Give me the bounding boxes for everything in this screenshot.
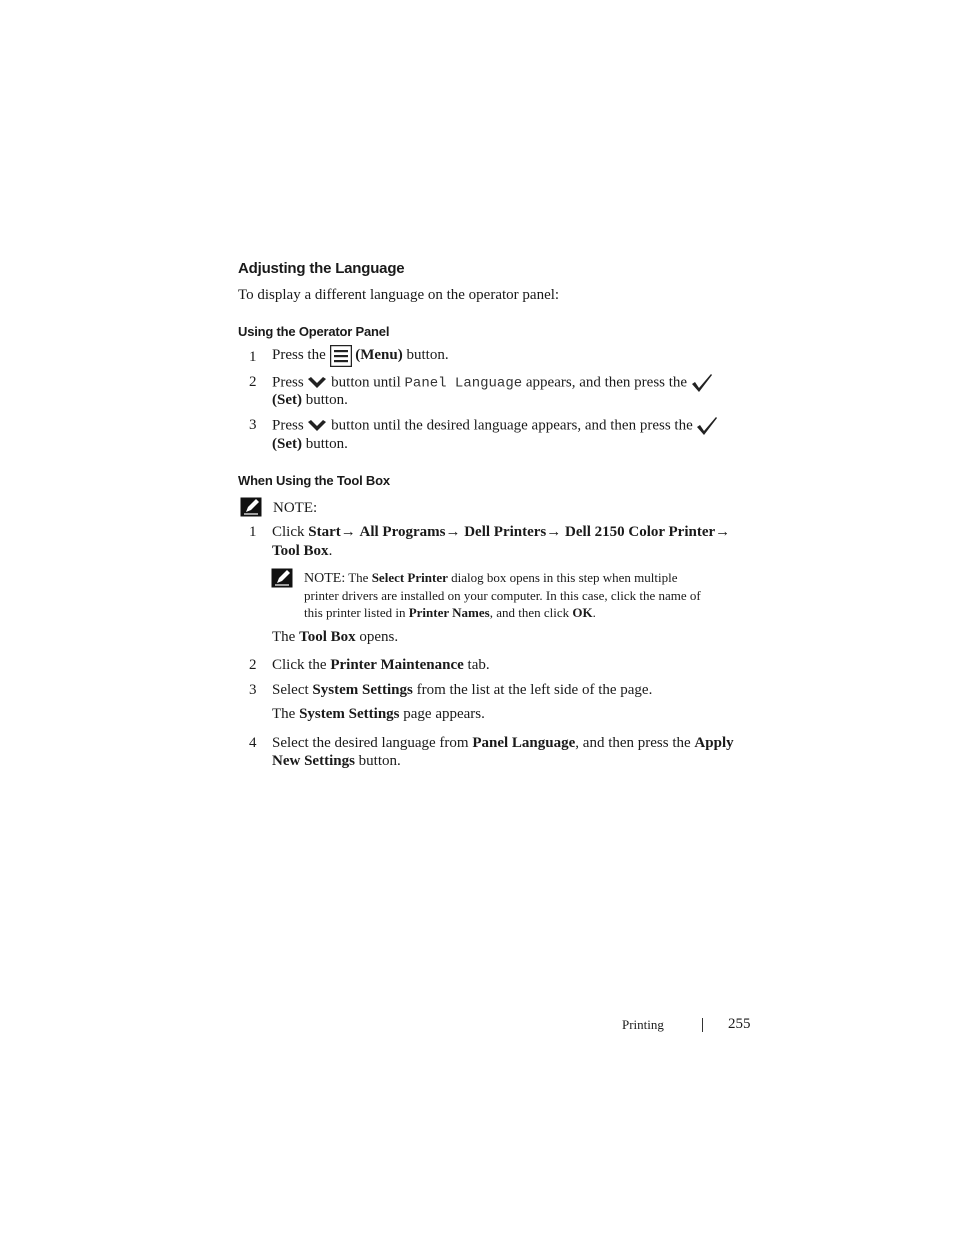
checkmark-icon bbox=[691, 373, 713, 393]
step-2-line-2: (Set) button. bbox=[272, 392, 348, 408]
note-icon bbox=[240, 497, 262, 517]
step-number: 2 bbox=[249, 657, 257, 673]
step-3-line-1: Press button until the desired language appears, and then press the bbox=[272, 416, 718, 436]
inner-note-line-2: printer drivers are installed on your computer. In this case, click the name of bbox=[304, 588, 701, 603]
step-number: 4 bbox=[249, 735, 257, 751]
tool-box-step-3: Select System Settings from the list at the left side of the page. bbox=[272, 682, 653, 698]
chevron-down-icon bbox=[307, 419, 327, 433]
menu-icon bbox=[330, 345, 352, 367]
chevron-down-icon bbox=[307, 376, 327, 390]
tool-box-heading: When Using the Tool Box bbox=[238, 473, 390, 488]
step-number: 3 bbox=[249, 417, 257, 433]
tool-box-step-1-line-1: Click Start→ All Programs→ Dell Printers→ Dell 2150 Color Printer→ bbox=[272, 524, 731, 540]
section-title: Adjusting the Language bbox=[238, 260, 405, 277]
step-number: 3 bbox=[249, 682, 257, 698]
page-number: 255 bbox=[728, 1016, 751, 1032]
operator-panel-heading: Using the Operator Panel bbox=[238, 324, 390, 339]
step-2-line-1: Press button until Panel Language appears, and then press the bbox=[272, 373, 713, 393]
tool-box-step-2: Click the Printer Maintenance tab. bbox=[272, 657, 490, 673]
step-number: 1 bbox=[249, 349, 257, 365]
inner-note-line-1: NOTE: The Select Printer dialog box opens in this step when multiple bbox=[304, 570, 678, 586]
inner-note-line-3: this printer listed in Printer Names, and then click OK. bbox=[304, 605, 596, 620]
tool-box-step-1-line-2: Tool Box. bbox=[272, 543, 333, 559]
step-3-line-2: (Set) button. bbox=[272, 436, 348, 452]
footer-divider bbox=[702, 1018, 703, 1032]
step-number: 2 bbox=[249, 374, 257, 390]
step-number: 1 bbox=[249, 524, 257, 540]
system-settings-appears-text: The System Settings page appears. bbox=[272, 706, 485, 722]
note-icon bbox=[271, 568, 293, 588]
tool-box-step-4-line-2: New Settings button. bbox=[272, 753, 401, 769]
intro-text: To display a different language on the operator panel: bbox=[238, 287, 560, 303]
checkmark-icon bbox=[696, 416, 718, 436]
footer-section-name: Printing bbox=[622, 1017, 664, 1032]
note-label: NOTE: bbox=[273, 500, 318, 516]
tool-box-opens-text: The Tool Box opens. bbox=[272, 629, 399, 645]
step-1-text: Press the (Menu) button. bbox=[272, 340, 449, 370]
tool-box-step-4-line-1: Select the desired language from Panel Language, and then press the Apply bbox=[272, 735, 734, 751]
